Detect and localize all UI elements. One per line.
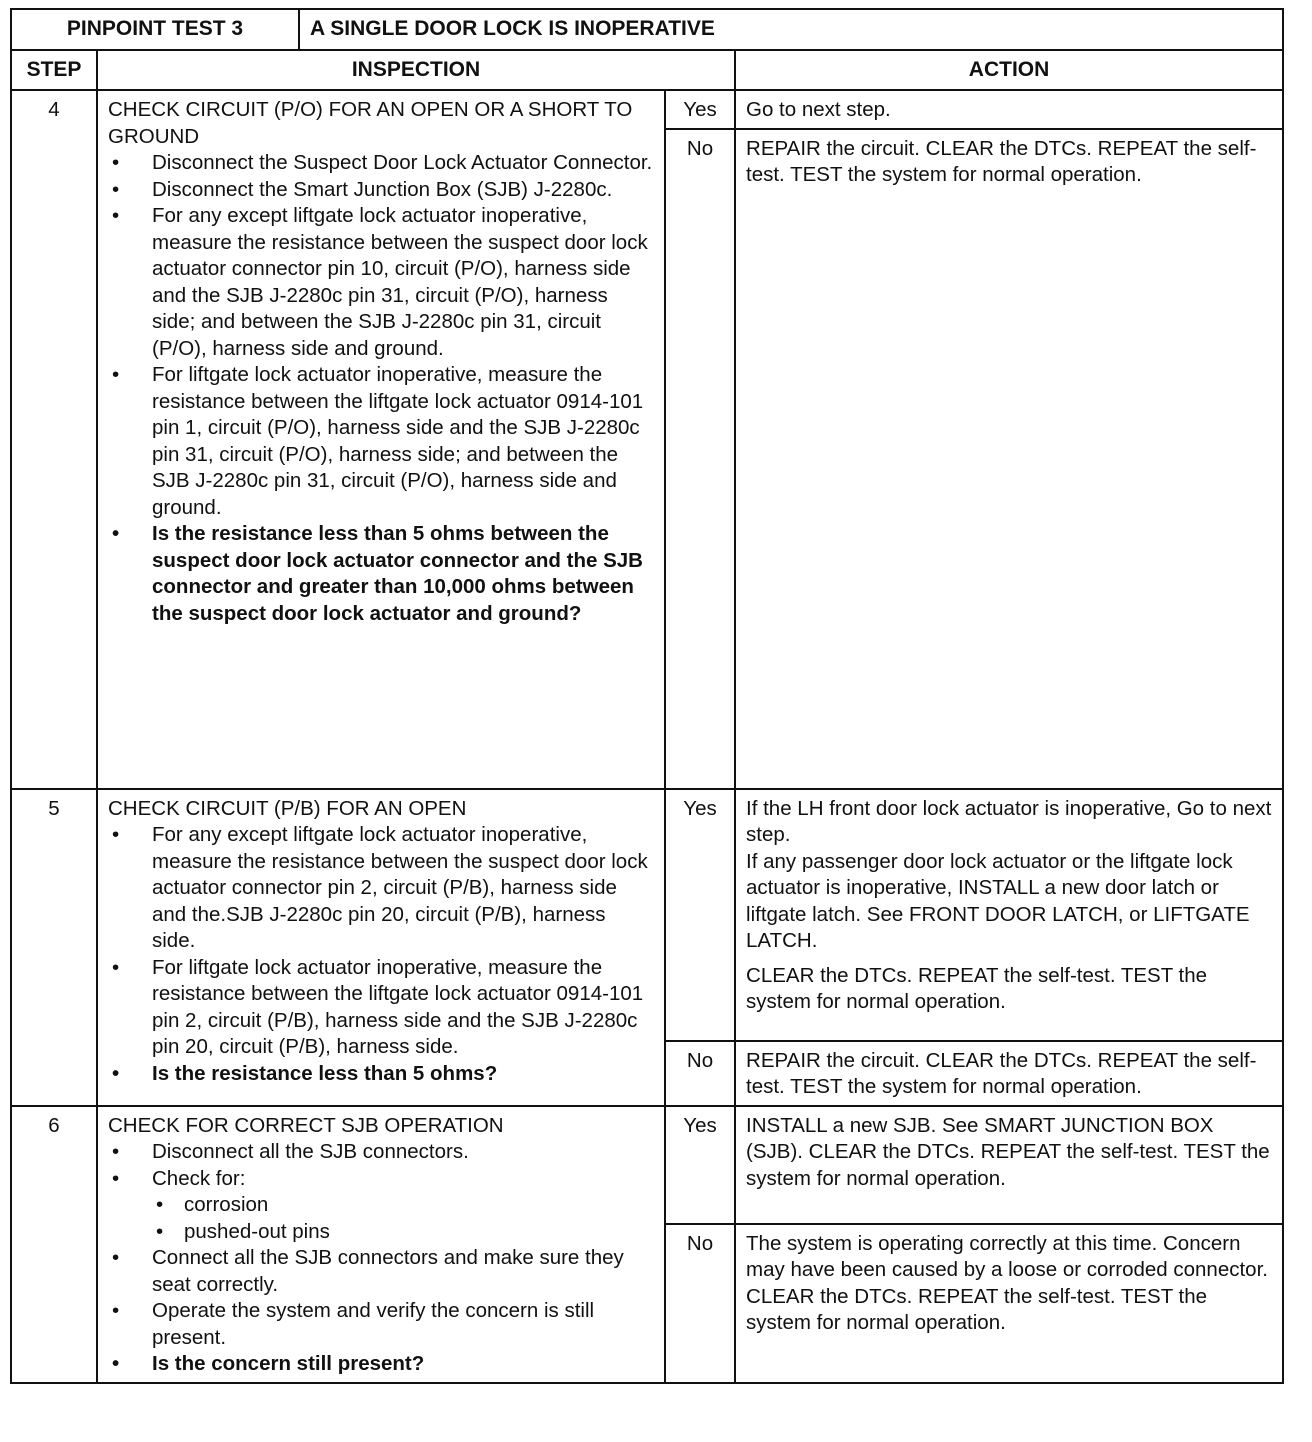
- inspection-bullet: • For liftgate lock actuator inoperative, measure the resistance between the liftgate lock actuator 0914-101 pin 2, circuit (P/B), harness side and the SJB J-2280c pin 20, circuit (P/B), harness side.: [108, 955, 654, 1061]
- no-action: [735, 1224, 1283, 1383]
- yes-label: Yes: [665, 1106, 735, 1224]
- step-number: 6: [11, 1106, 97, 1383]
- inspection-question: • Is the resistance less than 5 ohms between the suspect door lock actuator connector and the SJB connector and greater than 10,000 ohms between the suspect door lock actuator and ground?: [108, 521, 654, 627]
- inspection-bullet: • Check for:: [108, 1166, 654, 1193]
- no-action: [735, 129, 1283, 789]
- action-text: If the LH front door lock actuator is inoperative, Go to next step.: [746, 796, 1272, 846]
- action-header: ACTION: [735, 50, 1283, 91]
- inspection-bullet: • Operate the system and verify the concern is still present.: [108, 1298, 654, 1351]
- inspection-bullet: • For liftgate lock actuator inoperative, measure the resistance between the liftgate lock actuator 0914-101 pin 1, circuit (P/O), harness side and the SJB J-2280c pin 31, circuit (P/O), harness side; and between the SJB J-2280c pin 31, circuit (P/O), harness side and ground.: [108, 362, 654, 521]
- inspection-bullet: • Disconnect the Smart Junction Box (SJB) J-2280c.: [108, 177, 654, 204]
- inspection-bullet: • Disconnect the Suspect Door Lock Actuator Connector.: [108, 150, 654, 177]
- inspection-bullet: • Disconnect all the SJB connectors.: [108, 1139, 654, 1166]
- inspection-subbullet: • corrosion: [108, 1192, 654, 1219]
- title-row: [11, 9, 1283, 50]
- inspection-header: INSPECTION: [97, 50, 735, 91]
- step-4-yes-row: [11, 90, 1283, 129]
- action-text: The system is operating correctly at this time. Concern may have been caused by a loose or corroded connector. CLEAR the DTCs. REPEAT the self-test. TEST the system for normal operation.: [746, 1231, 1268, 1334]
- no-label: No: [665, 129, 735, 789]
- step-5-inspection: [97, 789, 665, 1106]
- action-text: Go to next step.: [746, 98, 891, 121]
- yes-action: [735, 90, 1283, 129]
- yes-label: Yes: [665, 789, 735, 1041]
- action-text: REPAIR the circuit. CLEAR the DTCs. REPEAT the self-test. TEST the system for normal operation.: [746, 1048, 1257, 1098]
- inspection-question: • Is the concern still present?: [108, 1351, 654, 1378]
- step-number: 5: [11, 789, 97, 1106]
- header-row: [11, 50, 1283, 91]
- yes-label: Yes: [665, 90, 735, 129]
- action-text: REPAIR the circuit. CLEAR the DTCs. REPEAT the self-test. TEST the system for normal operation.: [746, 136, 1257, 186]
- action-text: If any passenger door lock actuator or the liftgate lock actuator is inoperative, INSTALL a new door latch or liftgate latch. See FRONT DOOR LATCH, or LIFTGATE LATCH.: [746, 849, 1250, 952]
- action-text: CLEAR the DTCs. REPEAT the self-test. TEST the system for normal operation.: [746, 963, 1208, 1013]
- test-number: PINPOINT TEST 3: [11, 9, 299, 50]
- step-header: STEP: [11, 50, 97, 91]
- step-heading: CHECK CIRCUIT (P/O) FOR AN OPEN OR A SHORT TO GROUND: [108, 98, 633, 148]
- yes-action: [735, 1106, 1283, 1224]
- no-label: No: [665, 1041, 735, 1106]
- inspection-question: • Is the resistance less than 5 ohms?: [108, 1061, 654, 1088]
- no-label: No: [665, 1224, 735, 1383]
- step-6-inspection: [97, 1106, 665, 1383]
- inspection-bullet: • For any except liftgate lock actuator inoperative, measure the resistance between the suspect door lock actuator connector pin 10, circuit (P/O), harness side and the SJB J-2280c pin 31, circuit (P/O), harness side; and between the SJB J-2280c pin 31, circuit (P/O), harness side and ground.: [108, 203, 654, 362]
- step-5-yes-row: [11, 789, 1283, 1041]
- inspection-bullet: • Connect all the SJB connectors and make sure they seat correctly.: [108, 1245, 654, 1298]
- test-title: A SINGLE DOOR LOCK IS INOPERATIVE: [299, 9, 1283, 50]
- pinpoint-test-table: [10, 8, 1284, 1384]
- no-action: [735, 1041, 1283, 1106]
- step-heading: CHECK CIRCUIT (P/B) FOR AN OPEN: [108, 796, 467, 820]
- step-heading: CHECK FOR CORRECT SJB OPERATION: [108, 1113, 504, 1137]
- action-text: INSTALL a new SJB. See SMART JUNCTION BOX (SJB). CLEAR the DTCs. REPEAT the self-test. TEST the system for normal operation.: [746, 1113, 1270, 1190]
- yes-action: [735, 789, 1283, 1041]
- step-4-inspection: [97, 90, 665, 789]
- inspection-bullet: • For any except liftgate lock actuator inoperative, measure the resistance between the suspect door lock actuator connector pin 2, circuit (P/B), harness side and the.SJB J-2280c pin 20, circuit (P/B), harness side.: [108, 822, 654, 955]
- step-number: 4: [11, 90, 97, 789]
- inspection-subbullet: • pushed-out pins: [108, 1219, 654, 1246]
- step-6-yes-row: [11, 1106, 1283, 1224]
